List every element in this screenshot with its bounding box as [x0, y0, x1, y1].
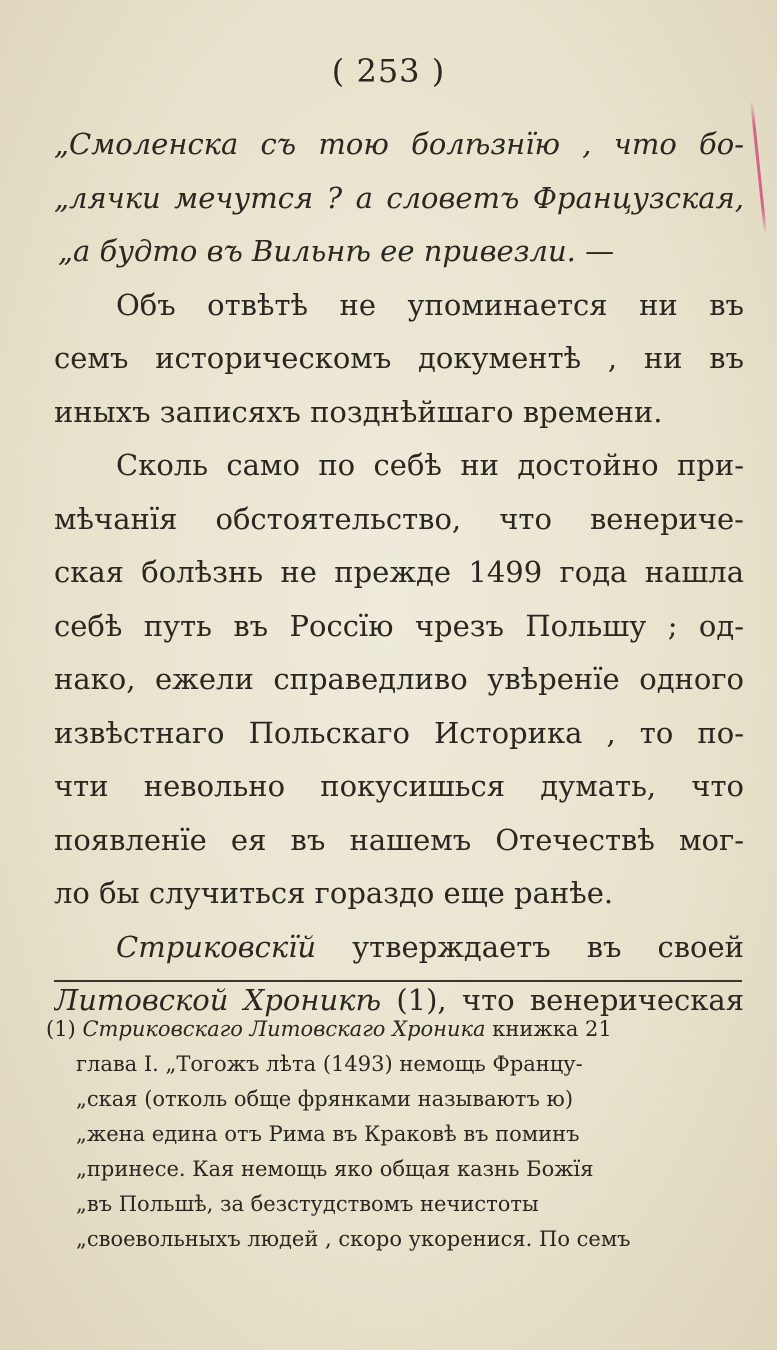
text-line: ская болѣзнь не прежде 1499 года нашла: [54, 555, 744, 589]
text-fragment: утверждаетъ въ своей: [316, 929, 744, 964]
text-line: „Смоленска съ тою болѣзнїю , что бо-: [54, 127, 744, 161]
footnote-line: „жена едина отъ Рима въ Краковѣ въ поминъ: [76, 1122, 580, 1146]
text-line: извѣстнаго Польскаго Историка , то по-: [54, 715, 744, 750]
page-number: ( 253 ): [331, 52, 446, 90]
text-line: Объ отвѣтѣ не упоминается ни въ: [116, 287, 744, 322]
text-line: иныхъ записяхъ позднѣйшаго времени.: [54, 394, 663, 429]
footnote: [46, 1012, 746, 1257]
author-name: Стриковскїй: [116, 929, 317, 964]
text-fragment: (1), что венерическая: [381, 983, 744, 1017]
footnote-marker: (1): [46, 1017, 76, 1041]
footnote-line: [46, 1012, 746, 1047]
footnote-line: „въ Польшѣ, за безстудствомъ нечистоты: [76, 1192, 539, 1216]
text-line: появленїе ея въ нашемъ Отечествѣ мог-: [54, 822, 744, 857]
footnote-line: „своевольныхъ людей , скоро укоренися. По семъ: [76, 1227, 631, 1251]
main-text: [54, 118, 744, 1028]
text-line: семъ историческомъ документѣ , ни въ: [54, 341, 744, 375]
text-line: себѣ путь въ Россїю чрезъ Польшу ; од-: [54, 608, 744, 643]
chronicle-title: Литовской Хроникѣ: [54, 983, 382, 1017]
footnote-fragment: книжка 21: [485, 1017, 612, 1041]
footnote-line: глава I. „Тогожъ лѣта (1493) немощь Францу-: [76, 1052, 583, 1076]
text-line: чти невольно покусишься думать, что: [54, 769, 744, 803]
footnote-divider: [54, 980, 742, 982]
footnote-line: „ская (отколь обще фрянками называютъ ю): [76, 1087, 574, 1111]
footnote-source: Стриковскаго Литовскаго Хроника: [82, 1017, 486, 1041]
text-line: нако, ежели справедливо увѣренїе одного: [54, 662, 744, 696]
text-line: мѣчанїя обстоятельство, что венериче-: [54, 501, 744, 536]
red-pencil-mark: [750, 100, 767, 235]
text-line: [54, 921, 744, 975]
text-line: ло бы случиться гораздо еще ранѣе.: [54, 876, 614, 910]
text-line: „а будто въ Вильнѣ ее привезли. —: [58, 234, 615, 268]
text-line: „лячки мечутся ? а словетъ Французская,: [54, 180, 744, 215]
text-line: Сколь само по себѣ ни достойно при-: [116, 448, 744, 482]
footnote-line: „принесе. Кая немощь яко общая казнь Божїя: [76, 1157, 594, 1181]
